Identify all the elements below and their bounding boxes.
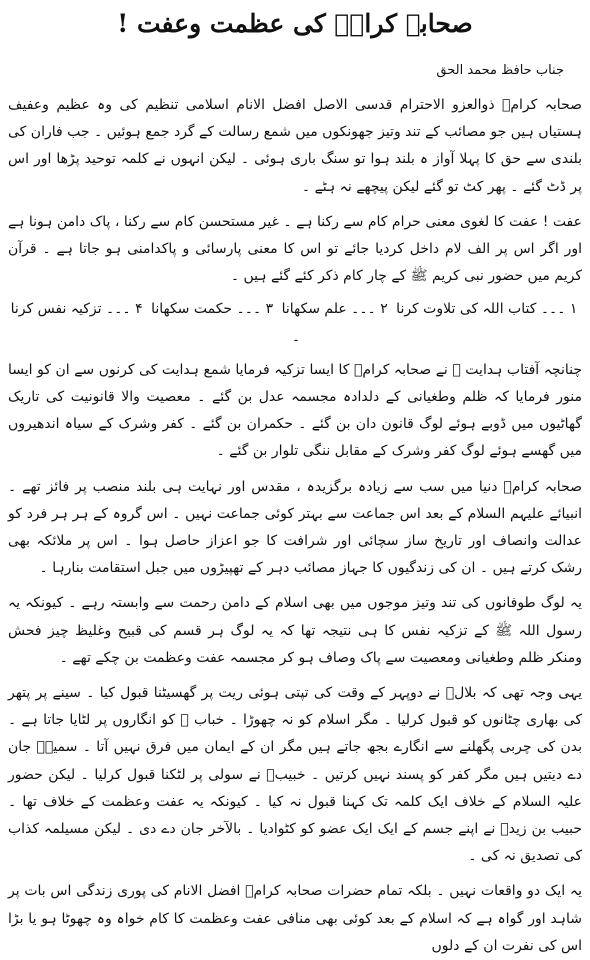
- paragraph-intro: صحابہ کرامؓ ذوالعزو الاحترام قدسی الاصل افضل الانام اسلامی تنظیم کی وہ عظیم وعفیف ہستیاں ہیں جو مصائب کے تند وتیز جھونکوں میں شمع رسالت کے گرد جمع ہوئیں ۔ جب فاران کی بلندی سے حق کا پہلا آواز ہ بلند ہوا تو سنگ باری ہوئی ۔ لیکن انہوں نے کلمہ توحید پڑھا اور اس پر ڈٹ گئے ۔ پھر کٹ تو گئے لیکن پیچھے نہ ہٹے ۔: [8, 97, 582, 195]
- author-line: جناب حافظ محمد الحق: [436, 63, 564, 78]
- duties-list: [8, 296, 582, 350]
- article-body: [8, 92, 582, 960]
- list-item: ۱ ۔۔۔ کتاب اللہ کی تلاوت کرنا: [396, 301, 578, 318]
- list-item: ۴ ۔۔۔ تزکیہ نفس کرنا ۔: [10, 301, 301, 345]
- paragraph-tazkiya: چنانچہ آفتاب ہدایت ﷺ نے صحابہ کرامؓ کا ایسا تزکیہ فرمایا شمع ہدایت کی کرنوں سے ان کو ایسا منور فرمایا کہ ظلم وطغیانی کے دلدادہ مجسمہ عدل بن گئے ۔ معصیت والا قانونیت کی تاریک گھاٹیوں میں ڈوبے ہوئے لوگ قانون دان بن گئے ۔ حکمران بن گئے ۔ کفر وشرک کے سیاہ اندھیروں میں گھسے ہوئے لوگ کفر وشرک کے مقابل ننگی تلوار بن گئے ۔: [8, 361, 582, 460]
- paragraph-iffat-definition: عفت ! عفت کا لغوی معنی حرام کام سے رکنا ہے ۔ غیر مستحسن کام سے رکنا ، پاک دامن ہونا ہے اور اگر اس پر الف لام داخل کردیا جائے تو اس کا معنی پارسائی و پاکدامنی ہو جاتا ہے ۔ قرآن کریم میں حضور نبی کریم ﷺ کے چار کام ذکر کئے گئے ہیں ۔: [8, 213, 582, 285]
- paragraph-conclusion: یہ ایک دو واقعات نہیں ۔ بلکہ تمام حضرات صحابہ کرامؓ افضل الانام کی پوری زندگی اس بات پر شاہد اور گواہ ہے کہ اسلام کے بعد کوئی بھی منافی عفت وعظمت کا کام خواہ وہ چھوٹا ہو یا بڑا اس کی نفرت ان کے دلوں: [8, 883, 582, 954]
- paragraph-sahaba-status: صحابہ کرامؓ دنیا میں سب سے زیادہ برگزیدہ ، مقدس اور نہایت ہی بلند منصب پر فائز تھے ۔ انبیائے علیہم السلام کے بعد اس جماعت سے بہتر کوئی جماعت نہیں ۔ اس گروہ کے ہر ہر فرد کو عدالت وانصاف اور تاریخ ساز سچائی اور شرافت کا جو اعزاز حاصل ہوا ۔ اس پر ملائکہ بھی رشک کرتے ہیں ۔ ان کی زندگیوں کا جہاز مصائب دہر کے تھپیڑوں میں جبل استقامت بنارہا ۔: [8, 478, 582, 577]
- paragraph-examples: یہی وجہ تھی کہ بلالؓ نے دوپہر کے وقت کی تپتی ہوئی ریت پر گھسیٹنا قبول کیا ۔ سینے پر پتھر کی بھاری چٹانوں کو قبول کرلیا ۔ مگر اسلام کو نہ چھوڑا ۔ خباب ؓ کو انگاروں پر لٹایا جاتا ہے ۔ بدن کی چربی پگھلنے سے انگارے بجھ جاتے ہیں مگر ان کے ایمان میں فرق نہیں آتا ۔ سمیہؓ جان دے دیتیں ہیں مگر کفر کو پسند نہیں کرتیں ۔ خبیبؓ نے سولی پر لٹکنا قبول کرلیا ۔ لیکن حضور علیہ السلام کے خلاف ایک کلمہ تک کہنا قبول نہ کیا ۔ کیونکہ یہ عفت وعظمت کے خلاف تھا ۔ حبیب بن زیدؓ نے اپنے جسم کے ایک ایک عضو کو کٹوادیا ۔ بالآخر جان دے دی ۔ لیکن مسیلمہ کذاب کی تصدیق نہ کی ۔: [8, 685, 582, 865]
- paragraph-steadfastness: یہ لوگ طوفانوں کی تند وتیز موجوں میں بھی اسلام کے دامن رحمت سے وابستہ رہے ۔ کیونکہ یہ رسول اللہ ﷺ کے تزکیہ نفس کا ہی نتیجہ تھا کہ یہ لوگ ہر قسم کی قبیح وغلیظ چیز فحش ومنکر ظلم وطغیانی ومعصیت سے پاک وصاف ہو کر مجسمہ عفت وعظمت بن چکے تھے ۔: [8, 595, 582, 666]
- page-title: صحابہ کرامؓ کی عظمت وعفت !: [117, 9, 473, 38]
- list-item: ۲ ۔۔۔ علم سکھانا: [281, 301, 388, 318]
- list-item: ۳ ۔۔۔ حکمت سکھانا: [151, 301, 274, 318]
